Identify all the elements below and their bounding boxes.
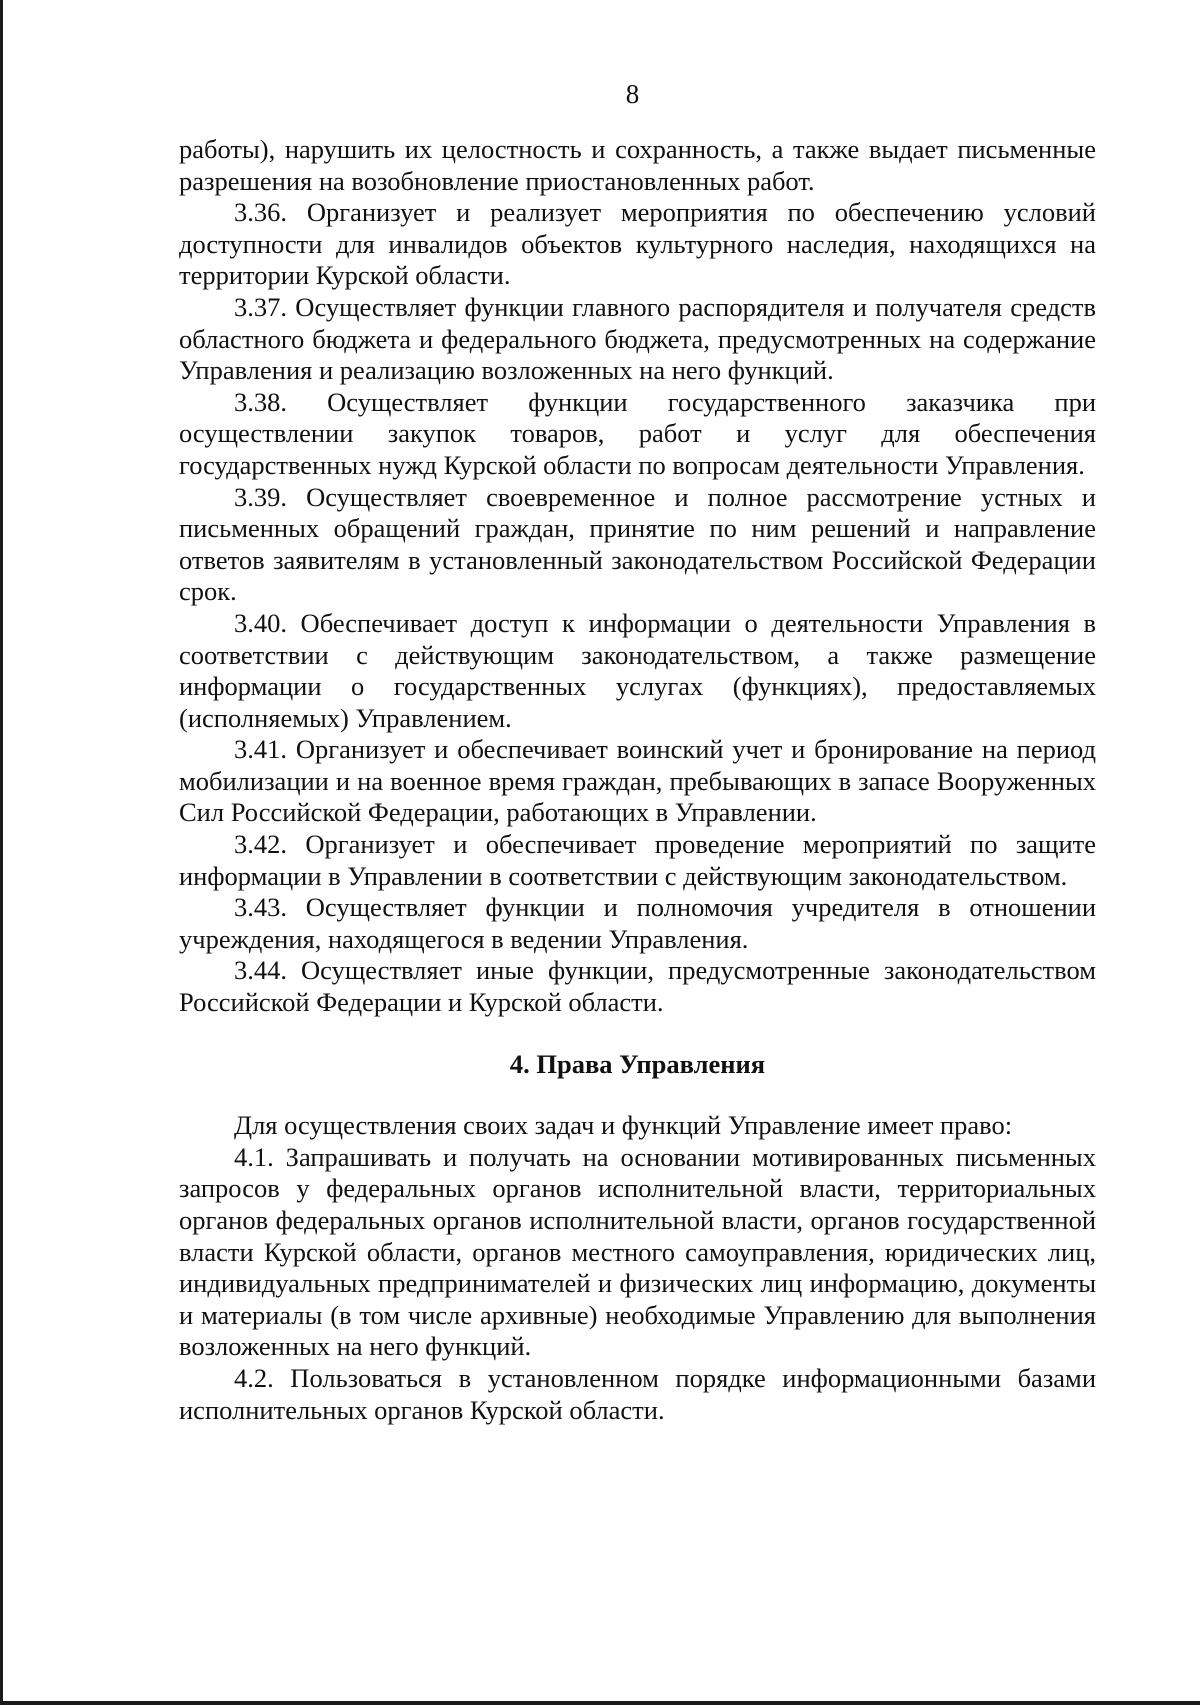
paragraph-3-41: 3.41. Организует и обеспечивает воинский учет и бронирование на период мобилизации и на военное время граждан, пребывающих в запасе Вооруженных Сил Российской Федерации, работающих в Управлении. xyxy=(179,734,1096,828)
paragraph-3-36: 3.36. Организует и реализует мероприятия по обеспечению условий доступности для инвалидов объектов культурного наследия, находящихся на территории Курской области. xyxy=(179,197,1096,291)
paragraph-3-38: 3.38. Осуществляет функции государственного заказчика при осуществлении закупок товаров, работ и услуг для обеспечения государственных нужд Курской области по вопросам деятельности Управления. xyxy=(179,386,1096,480)
scan-edge-bottom xyxy=(0,1701,1200,1705)
page-number: 8 xyxy=(625,79,640,109)
paragraph-3-43: 3.43. Осуществляет функции и полномочия учредителя в отношении учреждения, находящегося в ведении Управления. xyxy=(179,892,1096,954)
paragraph-3-42: 3.42. Организует и обеспечивает проведение мероприятий по защите информации в Управлении в соответствии с действующим законодательством. xyxy=(179,829,1096,891)
section-title: 4. Права Управления xyxy=(509,1048,766,1079)
paragraph-continuation: работы), нарушить их целостность и сохранность, а также выдает письменные разрешения на возобновление приостановленных работ. xyxy=(179,134,1096,196)
paragraph-3-37: 3.37. Осуществляет функции главного распорядителя и получателя средств областного бюджета и федерального бюджета, предусмотренных на содержание Управления и реализацию возложенных на него функций. xyxy=(179,291,1096,386)
paragraph-3-39: 3.39. Осуществляет своевременное и полное рассмотрение устных и письменных обращений граждан, принятие по ним решений и направление ответов заявителям в установленный законодательством Российской Федерации срок. xyxy=(179,481,1096,607)
scan-edge-left xyxy=(0,0,3,1705)
paragraph-4-1: 4.1. Запрашивать и получать на основании мотивированных письменных запросов у федеральных органов исполнительной власти, территориальных органов федеральных органов исполнительной власти, органов государственной власти Курской области, органов местного самоуправления, юридических лиц, индивидуальных предпринимателей и физических лиц информацию, документы и материалы (в том числе архивные) необходимые Управлению для выполнения возложенных на него функций. xyxy=(179,1141,1096,1362)
document-body xyxy=(179,134,1096,1426)
paragraph-3-44: 3.44. Осуществляет иные функции, предусмотренные законодательством Российской Федерации и Курской области. xyxy=(179,955,1096,1018)
paragraph-4-2: 4.2. Пользоваться в установленном порядке информационными базами исполнительных органов Курской области. xyxy=(179,1362,1096,1425)
paragraph-intro: Для осуществления своих задач и функций Управление имеет право: xyxy=(234,1110,1013,1141)
paragraph-3-40: 3.40. Обеспечивает доступ к информации о деятельности Управления в соответствии с действующим законодательством, а также размещение информации о государственных услугах (функциях), предоставляемых (исполняемых) Управлением. xyxy=(179,607,1096,733)
